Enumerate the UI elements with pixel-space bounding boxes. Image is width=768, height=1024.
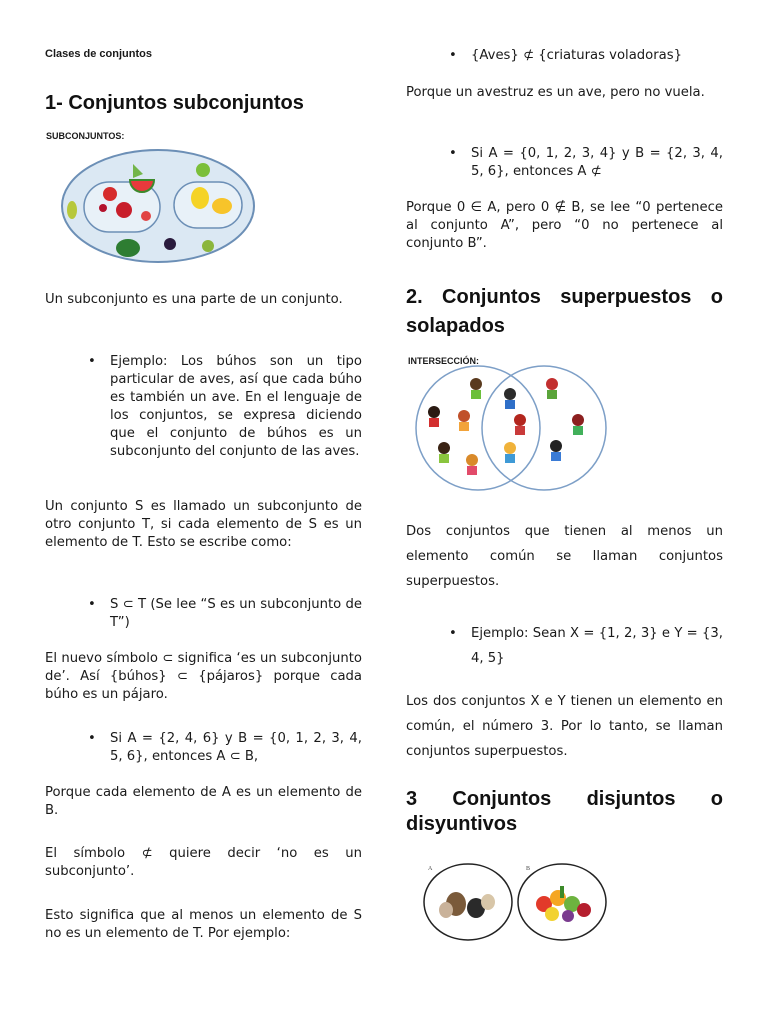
bullet-s-subset-t-text: S ⊂ T (Se lee “S es un subconjunto de T”) <box>110 597 362 630</box>
set-b-label: B <box>526 866 531 872</box>
paragraph-at-least-one: Esto significa que al menos un elemento de S no es un elemento de T. Por ejemplo: <box>45 908 362 941</box>
paragraph-subset-definition: Un subconjunto es una parte de un conjunto. <box>45 292 343 307</box>
figure-subsets-label: SUBCONJUNTOS: <box>46 131 125 141</box>
bullet-a-not-subset-b <box>449 145 723 181</box>
bullet-a-not-subset-b-text: Si A = {0, 1, 2, 3, 4} y B = {2, 3, 4, 5, 6}, entonces A ⊄ <box>471 146 723 179</box>
bullet-s-subset-t <box>88 596 362 632</box>
disjoint-sets-illustration <box>420 858 620 950</box>
bullet-dot: • <box>449 48 457 63</box>
paragraph-subset-formal: Un conjunto S es llamado un subconjunto de otro conjunto T, si cada elemento de S es un elemento de T. Esto se escribe como: <box>45 499 362 550</box>
section-3-title: 3 Conjuntos disjuntos o disyuntivos <box>406 788 723 835</box>
paragraph-overlapping-definition: Dos conjuntos que tienen al menos un elemento común se llaman conjuntos superpuestos. <box>406 524 723 589</box>
paragraph-subset-symbol: El nuevo símbolo ⊂ significa ‘es un subconjunto de’. Así {búhos} ⊂ {pájaros} porque cada búho es un pájaro. <box>45 651 362 702</box>
bullet-birds-text: {Aves} ⊄ {criaturas voladoras} <box>471 48 682 63</box>
bullet-owls-text: Ejemplo: Los búhos son un tipo particular de aves, así que cada búho es también un ave. En el lenguaje de los conjuntos, se expresa diciendo que el conjunto de búhos es un subconjunto del conjunto de las aves. <box>110 354 362 459</box>
paragraph-ostrich: Porque un avestruz es un ave, pero no vuela. <box>406 85 705 100</box>
child-figures <box>428 378 584 475</box>
bullet-xy-example <box>449 621 723 671</box>
bullet-owls-example <box>88 353 362 461</box>
subsets-illustration <box>58 144 258 264</box>
bullet-birds-not-subset <box>449 47 723 65</box>
figure-intersection-label: INTERSECCIÓN: <box>408 356 480 366</box>
bullet-dot: • <box>88 597 96 612</box>
bullet-dot: • <box>88 731 96 746</box>
paragraph-each-element: Porque cada elemento de A es un elemento de B. <box>45 785 362 818</box>
bullet-a-subset-b <box>88 730 362 766</box>
set-a-label: A <box>428 866 433 872</box>
paragraph-common-element: Los dos conjuntos X e Y tienen un elemento en común, el número 3. Por lo tanto, se llaman conjuntos superpuestos. <box>406 694 723 759</box>
document-small-title: Clases de conjuntos <box>45 48 152 60</box>
bullet-dot: • <box>449 146 457 161</box>
paragraph-not-subset-symbol: El símbolo ⊄ quiere decir ‘no es un subconjunto’. <box>45 846 362 879</box>
section-1-title: 1- Conjuntos subconjuntos <box>45 92 304 114</box>
bullet-a-subset-b-text: Si A = {2, 4, 6} y B = {0, 1, 2, 3, 4, 5, 6}, entonces A ⊂ B, <box>110 731 362 764</box>
bullet-xy-text: Ejemplo: Sean X = {1, 2, 3} e Y = {3, 4, 5} <box>471 626 723 666</box>
bullet-dot: • <box>88 354 96 369</box>
paragraph-zero-element: Porque 0 ∈ A, pero 0 ∉ B, se lee “0 pertenece al conjunto A”, pero “0 no pertenece al conjunto B”. <box>406 200 723 251</box>
intersection-venn-diagram <box>406 364 616 494</box>
section-2-title: 2. Conjuntos superpuestos o solapados <box>406 286 723 337</box>
bullet-dot: • <box>449 626 457 641</box>
